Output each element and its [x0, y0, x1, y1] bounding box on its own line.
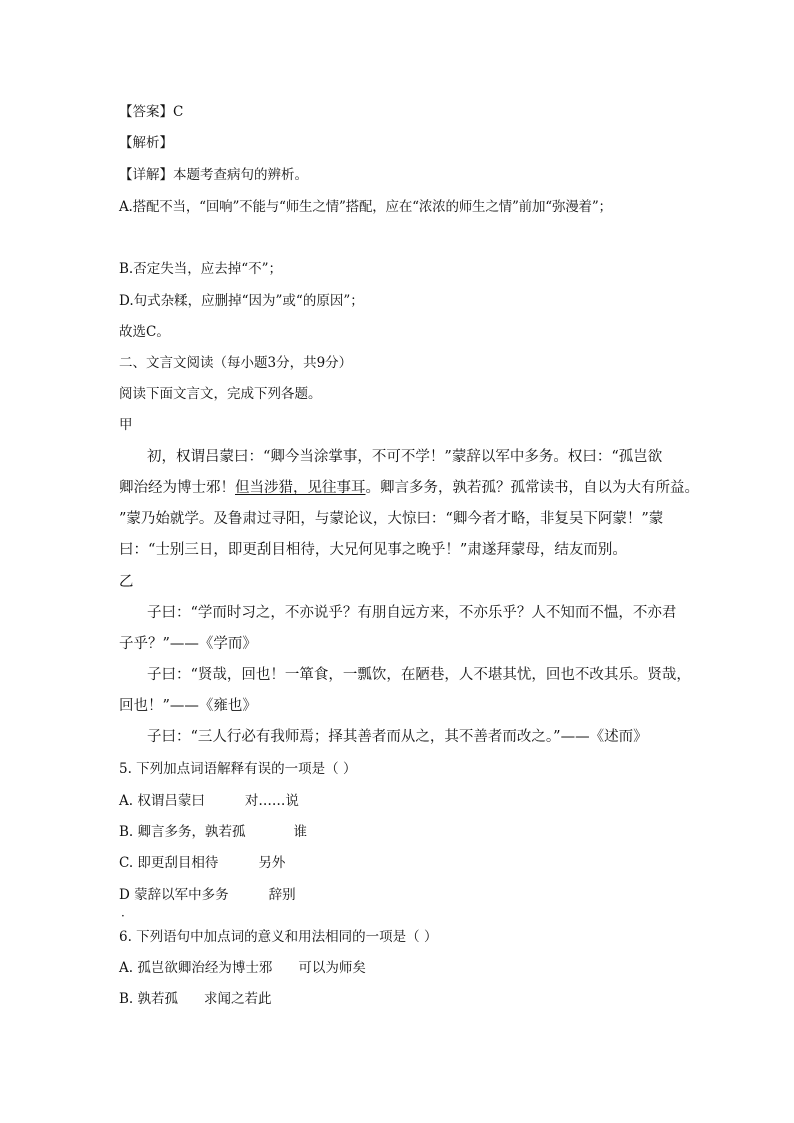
yi-p1-line-1: 子曰：“学而时习之，不亦说乎？有朋自远方来，不亦乐乎？人不知而不愠，不亦君 — [147, 605, 677, 621]
q6-option-a-text: A. 孤岂欲卿治经为博士邪 — [119, 960, 273, 976]
underlined-phrase: 但当涉猎，见往事耳 — [235, 480, 366, 496]
yi-p3-line: 子曰：“三人行必有我师焉；择其善者而从之，其不善者而改之。”——《述而》 — [147, 729, 648, 745]
jia-line-3: ”蒙乃始就学。及鲁肃过寻阳，与蒙论议，大惊曰：“卿今者才略，非复吴下阿蒙！”蒙 — [119, 511, 664, 527]
analysis-heading: 【解析】 — [119, 135, 173, 151]
jia-line-1: 初，权谓吕蒙曰：“卿今当涂掌事，不可不学！”蒙辞以军中多务。权曰：“孤岂欲 — [147, 449, 663, 465]
q5-question: 5. 下列加点词语解释有误的一项是（ ） — [119, 761, 357, 777]
q5-option-b — [119, 823, 307, 841]
q5-option-a-gloss: 对……说 — [244, 793, 299, 809]
instruction-line: 阅读下面文言文，完成下列各题。 — [119, 386, 322, 402]
q5-option-d-gloss: 辞别 — [268, 887, 296, 903]
option-b-explanation: B.否定失当，应去掉“不”； — [119, 261, 283, 277]
q5-option-a-text: A. 权谓吕蒙曰 — [119, 793, 205, 809]
q5-option-b-gloss: 谁 — [293, 824, 308, 840]
section-title: 二、文言文阅读（每小题3分，共9分） — [119, 355, 353, 371]
yi-p1-line-2: 子乎？”——《学而》 — [119, 636, 257, 652]
answer-line: 【答案】C — [119, 104, 184, 120]
passage-label-yi: 乙 — [119, 574, 134, 590]
q6-option-a-gloss: 可以为师矣 — [298, 960, 366, 976]
jia-line-2-start: 卿治经为博士邪！ — [119, 480, 235, 496]
q6-option-b — [119, 990, 272, 1008]
yi-p2-line-1: 子曰：“贤哉，回也！一箪食，一瓢饮，在陋巷，人不堪其忧，回也不改其乐。贤哉， — [147, 667, 691, 683]
q5-option-a — [119, 792, 299, 810]
detail-line: 【详解】本题考查病句的辨析。 — [119, 167, 308, 183]
emphasis-dot: · — [121, 909, 125, 923]
option-d-explanation: D.句式杂糅，应删掉“因为”或“的原因”； — [119, 293, 364, 309]
q6-question: 6. 下列语句中加点词的意义和用法相同的一项是（ ） — [119, 929, 438, 945]
q5-option-d — [119, 886, 296, 904]
jia-line-2 — [119, 479, 699, 497]
q5-option-d-text: D 蒙辞以军中多务 — [119, 887, 229, 903]
choose-line: 故选C。 — [119, 324, 170, 340]
q5-option-c — [119, 854, 285, 872]
q5-option-c-gloss: 另外 — [258, 855, 286, 871]
option-a-explanation: A.搭配不当，“回响”不能与“师生之情”搭配，应在“浓浓的师生之情”前加“弥漫着”； — [119, 199, 612, 215]
q6-option-b-text: B. 孰若孤 — [119, 991, 179, 1007]
q6-option-a — [119, 959, 366, 977]
q5-option-b-text: B. 卿言多务，孰若孤 — [119, 824, 246, 840]
jia-line-4: 曰：“士别三日，即更刮目相待，大兄何见事之晚乎！”肃遂拜蒙母，结友而别。 — [119, 542, 627, 558]
yi-p2-line-2: 回也！”——《雍也》 — [119, 698, 257, 714]
jia-line-2-end: 。卿言多务，孰若孤？孤常读书，自以为大有所益。 — [365, 480, 699, 496]
passage-label-jia: 甲 — [119, 417, 133, 433]
q5-option-c-text: C. 即更刮目相待 — [119, 855, 219, 871]
q6-option-b-gloss: 求闻之若此 — [204, 991, 272, 1007]
